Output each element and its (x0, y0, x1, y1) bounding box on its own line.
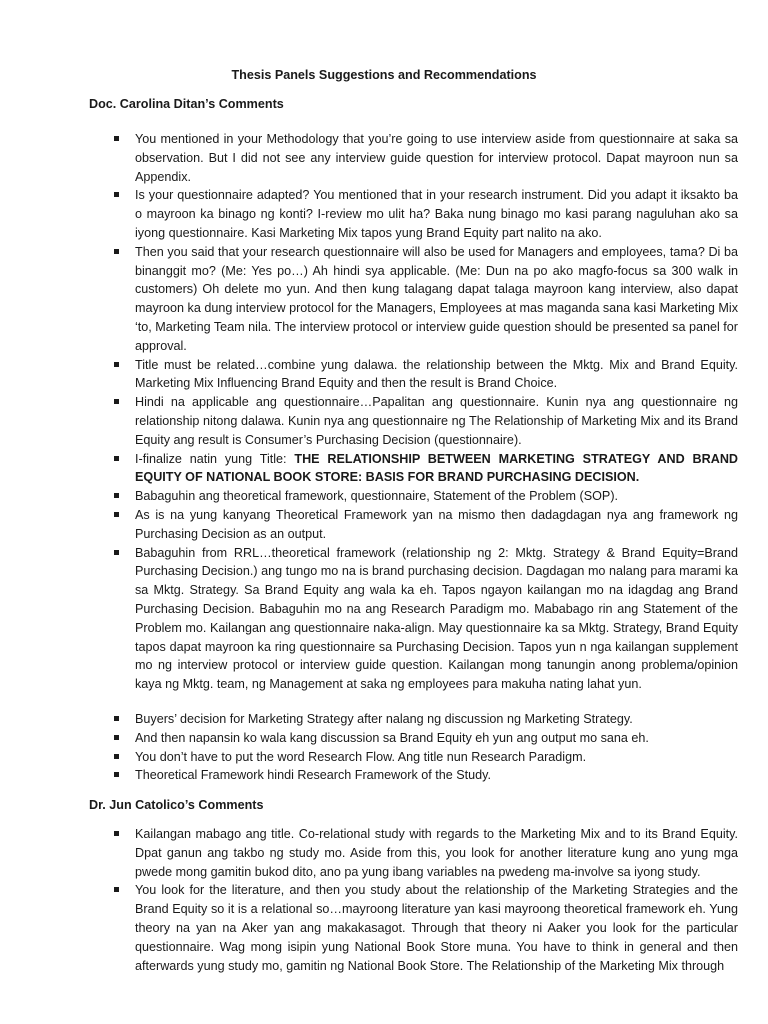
final-thesis-title: THE RELATIONSHIP BETWEEN MARKETING STRATEGY AND BRAND EQUITY OF NATIONAL BOOK STORE: BASIS FOR BRAND PURCHASING DECISION. (135, 451, 739, 485)
comment-list-ditan-continued (135, 710, 738, 785)
document-title: Thesis Panels Suggestions and Recommendations (231, 68, 537, 82)
comment-list-catolico (135, 825, 738, 975)
list-item: Is your questionnaire adapted? You mentioned that in your research instrument. Did you adapt it iksakto ba o mayroon ka binago ng konti? I-review mo ulit ha? Baka nung binago mo kasi parang naguluhan ako sa iyong questionnaire. Kasi Marketing Mix tapos yung Brand Equity part nalito na ako. (135, 186, 738, 242)
comment-list-ditan (135, 130, 738, 694)
list-item: Kailangan mabago ang title. Co-relational study with regards to the Marketing Mix and to its Brand Equity. Dpat ganun ang takbo ng study mo. Aside from this, you look for another literature kung ano yung mga pwede mong gamitin bukod dito, ano pa yung ibang variables na pwedeng ma-involve sa iyong study. (135, 825, 738, 881)
list-item: Hindi na applicable ang questionnaire…Papalitan ang questionnaire. Kunin nya ang questionnaire ng relationship nitong dalawa. Kunin nya ang questionnaire ng The Relationship of Marketing Mix and its Brand Equity ang result is Consumer’s Purchasing Decision (questionnaire). (135, 393, 738, 449)
list-item: As is na yung kanyang Theoretical Framework yan na mismo then dadagdagan nya ang framework ng Purchasing Decision as an output. (135, 506, 738, 544)
list-item: Title must be related…combine yung dalawa. the relationship between the Mktg. Mix and Brand Equity. Marketing Mix Influencing Brand Equity and then the result is Brand Choice. (135, 356, 738, 394)
list-item-finalize-title (135, 450, 738, 488)
finalize-prefix: I-finalize natin yung Title: (135, 451, 295, 466)
list-item: And then napansin ko wala kang discussion sa Brand Equity eh yun ang output mo sana eh. (135, 729, 738, 748)
list-item: Babaguhin ang theoretical framework, questionnaire, Statement of the Problem (SOP). (135, 487, 738, 506)
list-item: You look for the literature, and then you study about the relationship of the Marketing Strategies and the Brand Equity so it is a relational so…mayroong literature yan kasi mayroong theoretical framework eh. Yung theory na yan na Aker yan ang makakasagot. Through that theory ni Aaker you look for the particular questionnaire. Wag mong isipin yung National Book Store muna. You have to think in general and then afterwards yung study mo, gamitin ng National Book Store. The Relationship of the Marketing Mix through (135, 881, 738, 975)
list-item: You mentioned in your Methodology that you’re going to use interview aside from questionnaire at saka sa observation. But I did not see any interview guide question for interview protocol. Dapat mayroon nun sa Appendix. (135, 130, 738, 186)
section-heading-catolico: Dr. Jun Catolico’s Comments (89, 798, 264, 812)
list-item: Babaguhin from RRL…theoretical framework (relationship ng 2: Mktg. Strategy & Brand Equity=Brand Purchasing Decision.) ang tungo mo na is brand purchasing decision. Dagdagan mo nalang para marami ka sa Mktg. Strategy. Sa Brand Equity ang wala ka eh. Tapos ngayon kailangan mo na idagdag ang Brand Purchasing Decision. Babaguhin mo na ang Research Paradigm mo. Mababago rin ang Statement of the Problem mo. Kailangan ang questionnaire naka-align. May questionnaire ka sa Mktg. Strategy, Brand Equity tapos dapat mayroon ka ring questionnaire sa Purchasing Decision. Tapos yun n nga kailangan supplement mo ng interview protocol or interview guide question. Kailangan mong tanungin anong problema/opinion kaya ng Mktg. team, ng Management at saka ng employees para makuha nating lahat yun. (135, 544, 738, 694)
list-item: Buyers’ decision for Marketing Strategy after nalang ng discussion ng Marketing Strategy. (135, 710, 738, 729)
list-item: Then you said that your research questionnaire will also be used for Managers and employees, tama? Di ba binanggit mo? (Me: Yes po…) Ah hindi sya applicable. (Me: Dun na po ako magfo-focus sa 300 walk in customers) Oh delete mo yun. And then kung talagang dapat talaga mayroon kang interview, also dapat mayroon ka dung interview protocol for the Managers, Employees at mas maganda sana kasi Marketing Mix ‘to, Marketing Team nila. The interview protocol or interview guide question should be presented sa panel for approval. (135, 243, 738, 356)
section-heading-ditan: Doc. Carolina Ditan’s Comments (89, 97, 284, 111)
list-item: Theoretical Framework hindi Research Framework of the Study. (135, 766, 738, 785)
list-item: You don’t have to put the word Research Flow. Ang title nun Research Paradigm. (135, 748, 738, 767)
